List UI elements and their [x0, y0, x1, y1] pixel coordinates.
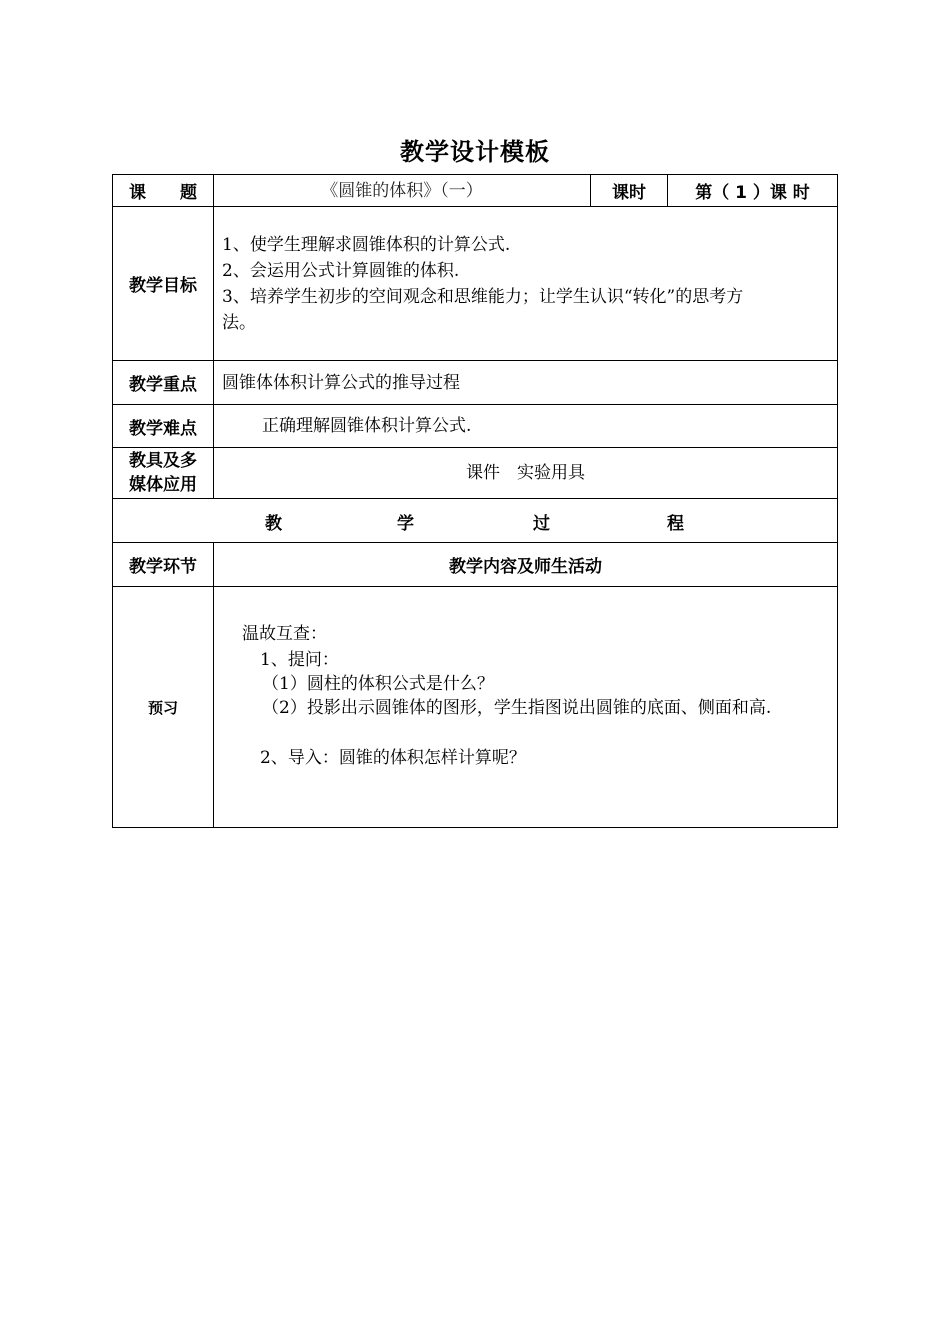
goals-label: 教学目标 [129, 276, 197, 296]
goal-line: 2、会运用公式计算圆锥的体积. [222, 261, 460, 281]
goal-line: 3、培养学生初步的空间观念和思维能力；让学生认识“转化”的思考方 [222, 287, 744, 307]
topic-value: 《圆锥的体积》（一） [321, 180, 483, 201]
preview-label: 预习 [147, 698, 178, 717]
difficult-point-label: 教学难点 [129, 418, 197, 439]
goals-content [222, 232, 834, 336]
preview-line: 温故互查： [242, 624, 327, 644]
goal-line: 法。 [222, 313, 256, 333]
topic-label: 课 题 [129, 183, 197, 203]
content-header: 教学内容及师生活动 [449, 557, 602, 577]
media-label: 教具及多 媒体应用 [129, 451, 197, 495]
key-point-value: 圆锥体体积计算公式的推导过程 [222, 372, 460, 393]
media-value: 课件 实验用具 [466, 463, 585, 483]
preview-line: （1）圆柱的体积公式是什么？ [262, 674, 494, 694]
goal-line: 1、使学生理解求圆锥体积的计算公式. [222, 235, 511, 255]
preview-line: （2）投影出示圆锥体的图形，学生指图说出圆锥的底面、侧面和高. [262, 698, 772, 718]
teaching-process-heading: 教 学 过 程 [265, 514, 684, 534]
period-label: 课时 [612, 183, 646, 203]
period-value: 第（ 1 ）课 时 [695, 183, 810, 203]
preview-line: 2、导入：圆锥的体积怎样计算呢？ [260, 748, 526, 768]
stage-header: 教学环节 [129, 557, 197, 577]
document-title: 教学设计模板 [400, 138, 550, 166]
difficult-point-value: 正确理解圆锥体积计算公式. [262, 416, 472, 436]
key-point-label: 教学重点 [129, 375, 197, 395]
preview-content [214, 587, 837, 827]
preview-line: 1、提问： [260, 650, 339, 670]
